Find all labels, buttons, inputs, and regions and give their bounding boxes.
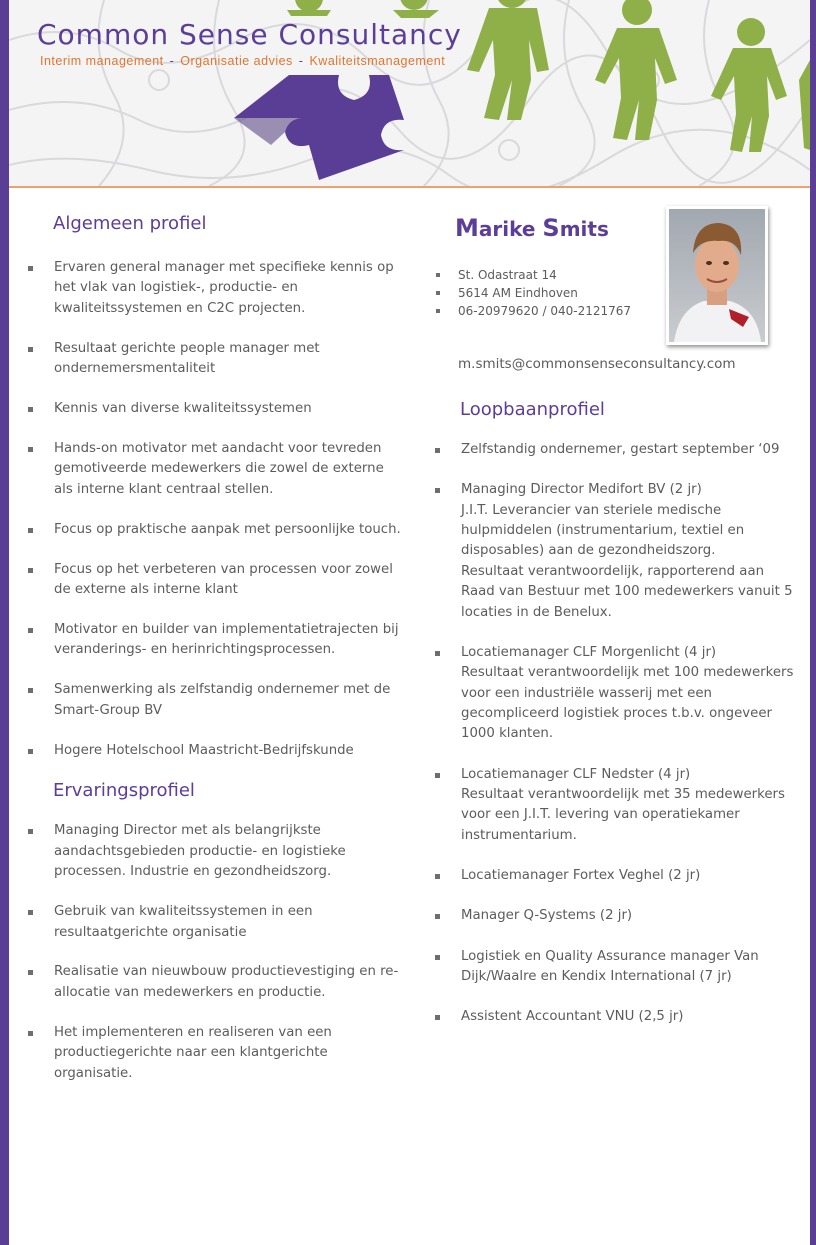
list-item: Kennis van diverse kwaliteitssystemen bbox=[26, 399, 406, 419]
name-last: mits bbox=[559, 217, 609, 241]
career-list bbox=[433, 440, 801, 1028]
list-item: Locatiemanager CLF Morgenlicht (4 jr) Resultaat verantwoordelijk met 100 medewerkers voor een industriële wasserij met een gecompliceerd logistiek proces t.b.v. ongeveer 1000 klanten. bbox=[433, 643, 801, 745]
name-first: arike bbox=[478, 217, 543, 241]
list-item: Ervaren general manager met specifieke kennis op het vlak van logistiek-, productie- en kwaliteitssystemen en C2C projecten. bbox=[26, 258, 406, 319]
list-item: Resultaat gerichte people manager met ondernemersmentaliteit bbox=[26, 339, 406, 380]
list-item: Managing Director met als belangrijkste aandachtsgebieden productie- en logistieke processen. Industrie en gezondheidszorg. bbox=[26, 821, 406, 882]
list-item: Hogere Hotelschool Maastricht-Bedrijfskunde bbox=[26, 741, 406, 761]
profile-list bbox=[26, 258, 406, 761]
list-item: Locatiemanager CLF Nedster (4 jr) Resultaat verantwoordelijk met 35 medewerkers voor een J.I.T. levering van operatiekamer instrumentarium. bbox=[433, 765, 801, 847]
section-title-algemeen-profiel: Algemeen profiel bbox=[53, 213, 207, 234]
list-item: Managing Director Medifort BV (2 jr) J.I.T. Leverancier van steriele medische hulpmiddelen (instrumentarium, textiel en disposables) aan de gezondheidszorg. Resultaat verantwoordelijk, rapporterend aan Raad van Bestuur met 100 medewerkers vanuit 5 locaties in de Benelux. bbox=[433, 480, 801, 623]
brand-title: Common Sense Consultancy bbox=[37, 18, 462, 51]
list-item: Logistiek en Quality Assurance manager Van Dijk/Waalre en Kendix International (7 jr) bbox=[433, 947, 801, 988]
list-item: Locatiemanager Fortex Veghel (2 jr) bbox=[433, 866, 801, 886]
experience-list bbox=[26, 821, 406, 1084]
header-banner bbox=[9, 0, 810, 188]
list-item: Samenwerking als zelfstandig ondernemer met de Smart-Group BV bbox=[26, 680, 406, 721]
contact-item: St. Odastraat 14 bbox=[434, 266, 801, 284]
cv-page bbox=[9, 0, 810, 1245]
list-item: Gebruik van kwaliteitssystemen in een resultaatgerichte organisatie bbox=[26, 902, 406, 943]
email-link[interactable]: m.smits@commonsenseconsultancy.com bbox=[458, 356, 736, 372]
list-item: Realisatie van nieuwbouw productievestiging en re-allocatie van medewerkers en productie. bbox=[26, 962, 406, 1003]
portrait-photo bbox=[666, 206, 768, 345]
tagline-interim: Interim management bbox=[40, 54, 164, 68]
portrait-icon bbox=[669, 209, 765, 342]
section-title-ervaringsprofiel: Ervaringsprofiel bbox=[53, 780, 195, 802]
tagline-separator: - bbox=[169, 54, 175, 68]
right-column bbox=[429, 200, 801, 1047]
contact-item: 5614 AM Eindhoven bbox=[434, 284, 801, 302]
name-initial: M bbox=[455, 214, 479, 242]
tagline-kwaliteit: Kwaliteitsmanagement bbox=[309, 54, 446, 68]
list-item: Hands-on motivator met aandacht voor tevreden gemotiveerde medewerkers die zowel de externe als interne klant centraal stellen. bbox=[26, 439, 406, 500]
tagline-advies: Organisatie advies bbox=[180, 54, 293, 68]
contact-item: 06-20979620 / 040-2121767 bbox=[434, 302, 801, 320]
section-title-loopbaanprofiel: Loopbaanprofiel bbox=[460, 399, 605, 420]
left-column bbox=[26, 200, 406, 1103]
tagline-separator: - bbox=[298, 54, 304, 68]
list-item: Assistent Accountant VNU (2,5 jr) bbox=[433, 1007, 801, 1027]
list-item: Manager Q-Systems (2 jr) bbox=[433, 906, 801, 926]
name-initial: S bbox=[542, 214, 560, 242]
list-item: Het implementeren en realiseren van een productiegerichte naar een klantgerichte organisatie. bbox=[26, 1023, 406, 1084]
tagline bbox=[40, 54, 445, 68]
list-item: Focus op het verbeteren van processen voor zowel de externe als interne klant bbox=[26, 560, 406, 601]
list-item: Motivator en builder van implementatietrajecten bij veranderings- en herinrichtingsprocessen. bbox=[26, 620, 406, 661]
list-item: Focus op praktische aanpak met persoonlijke touch. bbox=[26, 520, 406, 540]
list-item: Zelfstandig ondernemer, gestart september ‘09 bbox=[433, 440, 801, 460]
